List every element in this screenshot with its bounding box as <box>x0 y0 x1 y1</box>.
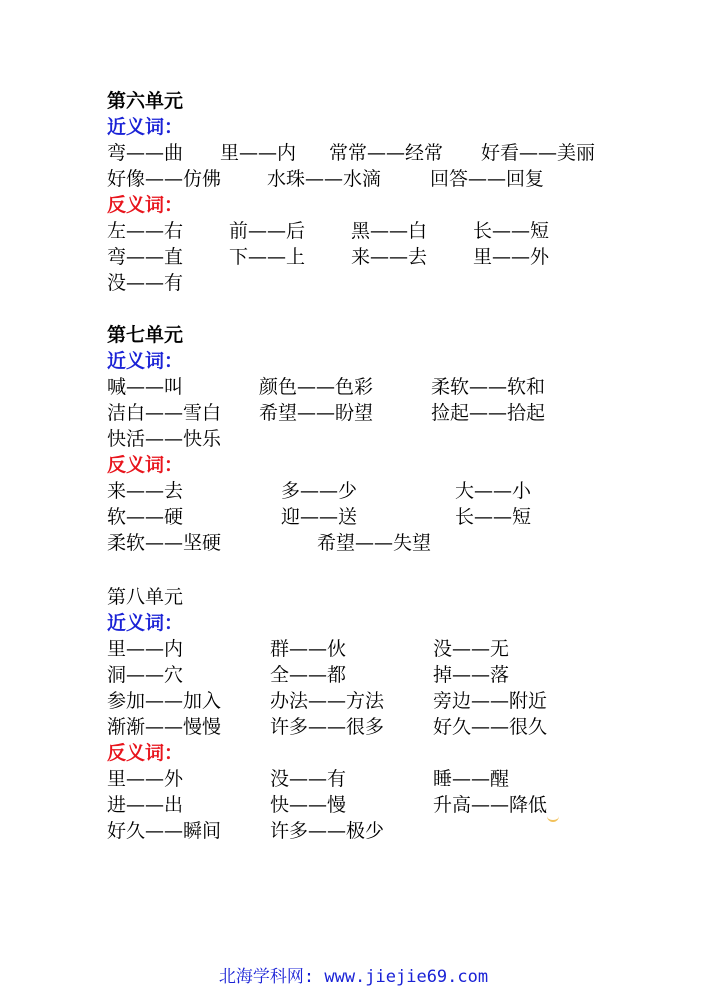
footer-site: 北海学科网: www.jiejie69.com <box>218 967 489 987</box>
word-pair: 升高——降低 <box>433 794 548 816</box>
word-pair: 捡起——拾起 <box>431 402 546 424</box>
word-pair: 柔软——坚硬 <box>107 532 222 554</box>
word-pair: 旁边——附近 <box>433 690 548 712</box>
word-pair: 里——外 <box>107 768 184 790</box>
unit-6-anti-label: 反义词： <box>107 194 184 216</box>
word-pair: 里——内 <box>107 638 184 660</box>
word-pair: 参加——加入 <box>107 690 222 712</box>
word-pair: 没——有 <box>270 768 347 790</box>
word-pair: 下——上 <box>229 246 306 268</box>
word-pair: 掉——落 <box>433 664 510 686</box>
word-pair: 洁白——雪白 <box>107 402 222 424</box>
word-pair: 群——伙 <box>270 638 347 660</box>
unit-6-near-label: 近义词： <box>107 116 184 138</box>
word-pair: 快——慢 <box>270 794 347 816</box>
word-pair: 睡——醒 <box>433 768 510 790</box>
word-pair: 进——出 <box>107 794 184 816</box>
edit-mark <box>547 810 559 822</box>
word-pair: 常常——经常 <box>329 142 444 164</box>
word-pair: 里——外 <box>473 246 550 268</box>
word-pair: 弯——直 <box>107 246 184 268</box>
word-pair: 没——无 <box>433 638 510 660</box>
word-pair: 来——去 <box>107 480 184 502</box>
word-pair: 全——都 <box>270 664 347 686</box>
word-pair: 弯——曲 <box>107 142 184 164</box>
word-pair: 左——右 <box>107 220 184 242</box>
word-pair: 大——小 <box>455 480 532 502</box>
word-pair: 好久——瞬间 <box>107 820 222 842</box>
unit-8-title: 第八单元 <box>107 586 184 608</box>
word-pair: 希望——盼望 <box>259 402 374 424</box>
word-pair: 黑——白 <box>351 220 428 242</box>
word-pair: 没——有 <box>107 272 184 294</box>
word-pair: 回答——回复 <box>430 168 545 190</box>
unit-7-anti-label: 反义词： <box>107 454 184 476</box>
word-pair: 长——短 <box>473 220 550 242</box>
word-pair: 许多——很多 <box>270 716 385 738</box>
word-pair: 来——去 <box>351 246 428 268</box>
word-pair: 好看——美丽 <box>481 142 596 164</box>
word-pair: 软——硬 <box>107 506 184 528</box>
word-pair: 里——内 <box>220 142 297 164</box>
word-pair: 多——少 <box>281 480 358 502</box>
word-pair: 颜色——色彩 <box>259 376 374 398</box>
word-pair: 迎——送 <box>281 506 358 528</box>
word-pair: 喊——叫 <box>107 376 184 398</box>
word-pair: 长——短 <box>455 506 532 528</box>
word-pair: 洞——穴 <box>107 664 184 686</box>
word-pair: 好像——仿佛 <box>107 168 222 190</box>
word-pair: 希望——失望 <box>317 532 432 554</box>
unit-7-title: 第七单元 <box>107 324 184 346</box>
unit-8-anti-label: 反义词： <box>107 742 184 764</box>
unit-6-title: 第六单元 <box>107 90 184 112</box>
word-pair: 办法——方法 <box>270 690 385 712</box>
word-pair: 快活——快乐 <box>107 428 222 450</box>
word-pair: 前——后 <box>229 220 306 242</box>
word-pair: 柔软——软和 <box>431 376 546 398</box>
unit-8-near-label: 近义词： <box>107 612 184 634</box>
word-pair: 许多——极少 <box>270 820 385 842</box>
word-pair: 好久——很久 <box>433 716 548 738</box>
word-pair: 水珠——水滴 <box>267 168 382 190</box>
unit-7-near-label: 近义词： <box>107 350 184 372</box>
word-pair: 渐渐——慢慢 <box>107 716 222 738</box>
